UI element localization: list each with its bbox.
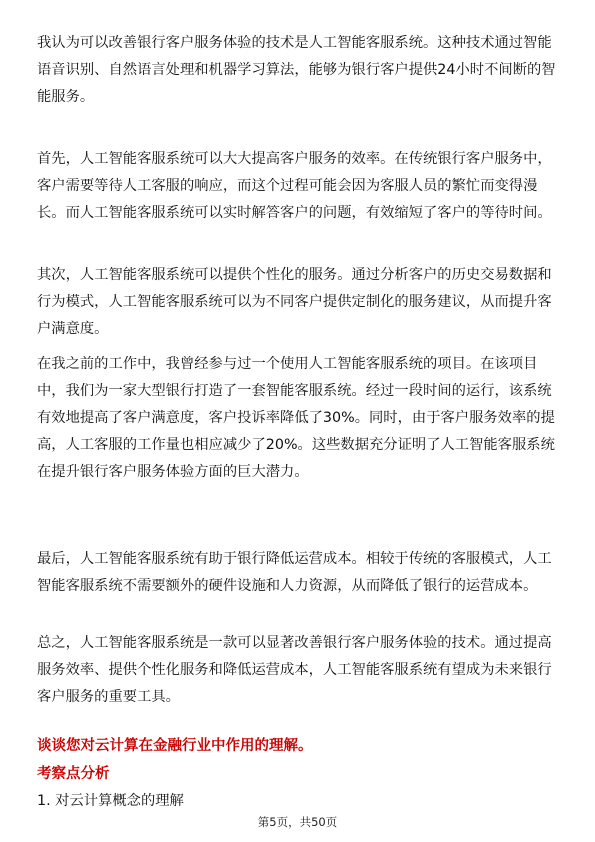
paragraph-experience: 在我之前的工作中，我曾经参与过一个使用人工智能客服系统的项目。在该项目中，我们为一家大型银行打造了一套智能客服系统。经过一段时间的运行，该系统有效地提高了客户满意度，客户投诉率降低了30%。同时，由于客户服务效率的提高，人工客服的工作量也相应减少了20%。这些数据充分证明了人工智能客服系统在提升银行客户服务体验方面的巨大潜力。 xyxy=(37,356,555,480)
paragraph-conclusion: 总之，人工智能客服系统是一款可以显著改善银行客户服务体验的技术。通过提高服务效率、提供个性化服务和降低运营成本，人工智能客服系统有望成为未来银行客户服务的重要工具。 xyxy=(37,635,552,705)
paragraph-personalization: 其次，人工智能客服系统可以提供个性化的服务。通过分析客户的历史交易数据和行为模式，人工智能客服系统可以为不同客户提供定制化的服务建议，从而提升客户满意度。 xyxy=(37,267,552,337)
paragraph-intro: 我认为可以改善银行客户服务体验的技术是人工智能客服系统。这种技术通过智能语音识别、自然语言处理和机器学习算法，能够为银行客户提供24小时不间断的智能服务。 xyxy=(37,35,556,105)
paragraph-efficiency: 首先，人工智能客服系统可以大大提高客户服务的效率。在传统银行客户服务中，客户需要等待人工客服的响应，而这个过程可能会因为客服人员的繁忙而变得漫长。而人工智能客服系统可以实时解答客户的问题，有效缩短了客户的等待时间。 xyxy=(37,151,552,221)
analysis-item: 1. 对云计算概念的理解 xyxy=(37,793,184,809)
question-heading: 谈谈您对云计算在金融行业中作用的理解。 xyxy=(37,738,313,754)
page-footer: 第5页，共50页 xyxy=(257,815,338,829)
paragraph-cost: 最后，人工智能客服系统有助于银行降低运营成本。相较于传统的客服模式，人工智能客服系统不需要额外的硬件设施和人力资源，从而降低了银行的运营成本。 xyxy=(37,551,552,594)
analysis-heading: 考察点分析 xyxy=(37,766,110,782)
